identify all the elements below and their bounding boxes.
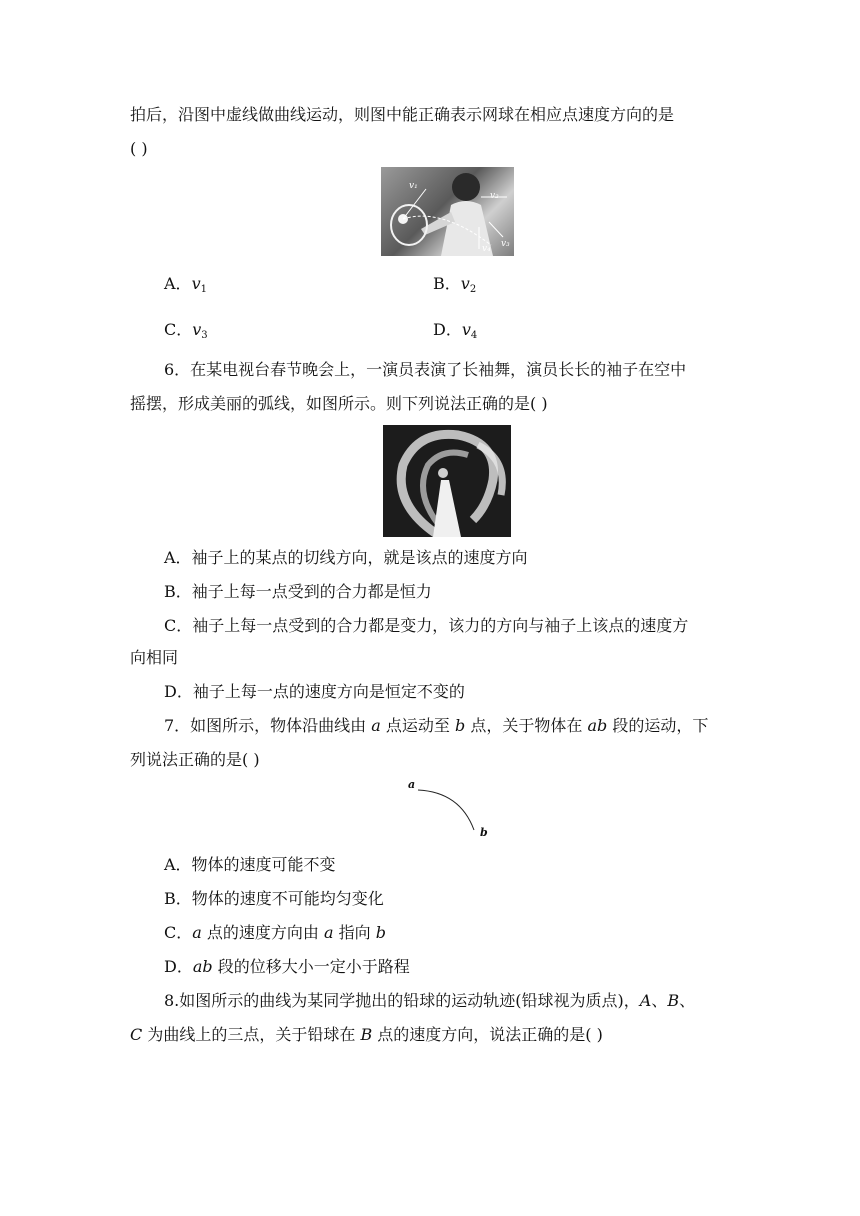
q7-stem-line2: 列说法正确的是( ) (130, 750, 260, 769)
q5-option-b: B．v2 (433, 274, 477, 295)
curve-label-a: a (408, 778, 416, 791)
q5-option-d: D．v4 (433, 320, 478, 341)
q5-option-a: A．v1 (164, 274, 207, 295)
q6-stem-line1: 6．在某电视台春节晚会上，一演员表演了长袖舞，演员长长的袖子在空中 (164, 360, 687, 379)
q6-option-c-line2: 向相同 (130, 648, 179, 667)
q7-option-c: C．a 点的速度方向由 a 指向 b (164, 923, 386, 942)
q8-stem-line2: C 为曲线上的三点，关于铅球在 B 点的速度方向，说法正确的是( ) (130, 1025, 603, 1044)
label-v2: v₂ (490, 191, 499, 201)
q7-option-d: D．ab 段的位移大小一定小于路程 (164, 957, 410, 976)
q6-option-a: A．袖子上的某点的切线方向，就是该点的速度方向 (164, 548, 528, 567)
label-v1: v₁ (409, 181, 418, 191)
sleeve-dance-figure (383, 425, 511, 537)
label-v4: v₄ (482, 244, 491, 254)
tennis-photo (381, 167, 514, 256)
q5-stem-line2: ( ) (130, 139, 148, 158)
q5-option-c: C．v3 (164, 320, 208, 341)
q7-option-b: B．物体的速度不可能均匀变化 (164, 889, 384, 908)
sleeve-dance-photo (383, 425, 511, 537)
q5-stem-line1: 拍后，沿图中虚线做曲线运动，则图中能正确表示网球在相应点速度方向的是 (130, 105, 675, 124)
q6-option-c-line1: C．袖子上每一点受到的合力都是变力，该力的方向与袖子上该点的速度方 (164, 616, 689, 635)
curve-label-b: b (480, 826, 488, 839)
q6-option-d: D．袖子上每一点的速度方向是恒定不变的 (164, 682, 465, 701)
q7-option-a: A．物体的速度可能不变 (164, 855, 336, 874)
q8-stem-line1: 8.如图所示的曲线为某同学抛出的铅球的运动轨迹(铅球视为质点)，A、B、 (164, 991, 696, 1010)
q6-option-b: B．袖子上每一点受到的合力都是恒力 (164, 582, 432, 601)
tennis-figure (381, 167, 514, 256)
q7-stem-line1: 7．如图所示，物体沿曲线由 a 点运动至 b 点，关于物体在 ab 段的运动，下 (164, 716, 709, 735)
q6-stem-line2: 摇摆，形成美丽的弧线，如图所示。则下列说法正确的是( ) (130, 394, 548, 413)
label-v3: v₃ (501, 239, 510, 249)
